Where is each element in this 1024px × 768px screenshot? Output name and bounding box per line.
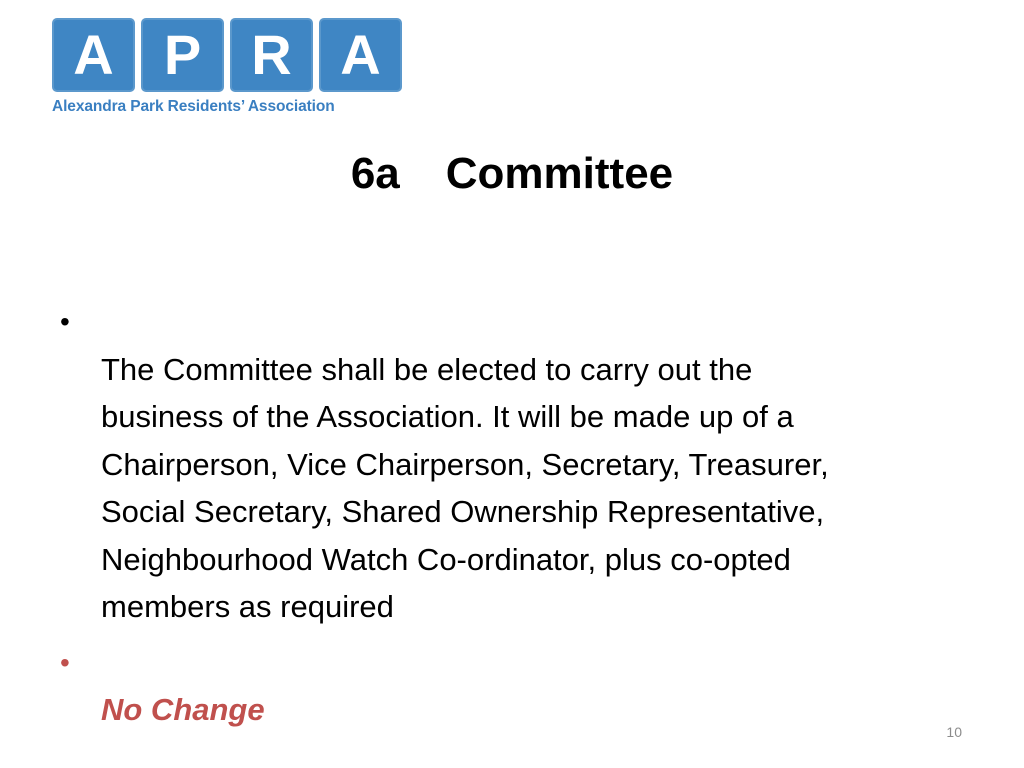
bullet-dot-icon: • [60,646,70,678]
title-number: 6a [350,149,400,198]
bullet-item-committee [60,298,960,631]
logo-tile-a2: A [319,18,402,92]
logo-tile-a1: A [52,18,135,92]
bullet-dot-icon: • [60,306,70,337]
title-text: Committee [445,149,674,198]
page-number: 10 [946,724,962,740]
bullet-text: The Committee shall be elected to carry out the business of the Association. It will be made up of a Chairperson, Vice Chairperson, Secretary, Treasurer, Social Secretary, Shared Ownership Representative, Neighbourhood Watch Co-ordinator, plus co-opted members as required [101,351,829,624]
apra-logo [52,18,402,122]
logo-caption: Alexandra Park Residents’ Association [52,98,335,115]
logo-tile-r: R [230,18,313,92]
slide-body [60,298,960,734]
bullet-item-no-change [60,639,960,734]
logo-tile-p: P [141,18,224,92]
logo-tiles [52,18,402,92]
bullet-text: No Change [101,692,265,727]
slide-title [0,150,1024,198]
